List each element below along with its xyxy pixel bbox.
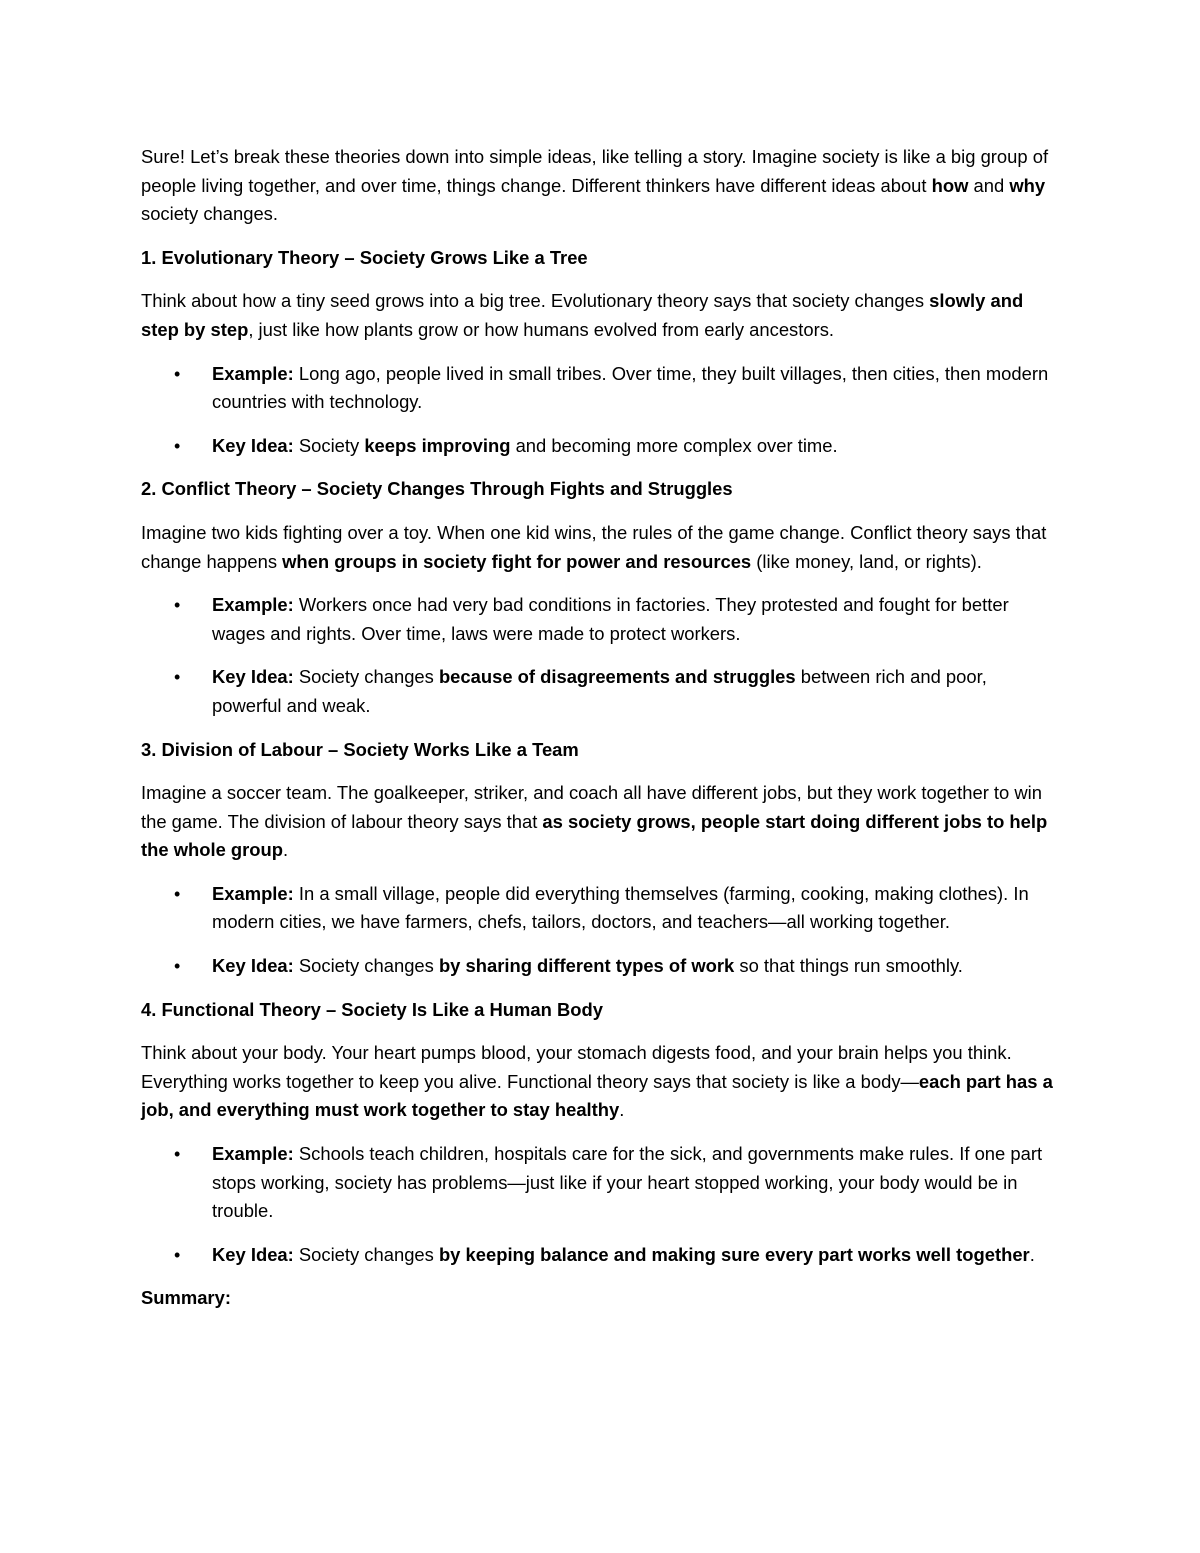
key-idea-bullet bbox=[141, 432, 1061, 461]
paragraph-emphasis: as society grows, people start doing different jobs to help the whole group bbox=[141, 810, 1048, 861]
paragraph-text: (like money, land, or rights). bbox=[751, 550, 982, 572]
intro-text: and bbox=[968, 174, 1010, 196]
example-bullet bbox=[141, 1140, 1061, 1226]
example-text: Long ago, people lived in small tribes. Over time, they built villages, then cities, then modern countries with technology. bbox=[212, 362, 1049, 413]
key-idea-text: . bbox=[1029, 1243, 1035, 1265]
example-bullet bbox=[141, 591, 1061, 648]
paragraph-emphasis: slowly and step by step bbox=[141, 290, 1024, 340]
key-idea-bullet bbox=[141, 663, 1061, 720]
example-label: Example: bbox=[212, 594, 294, 616]
key-idea-text: Society changes bbox=[293, 1243, 439, 1265]
intro-text: Sure! Let’s break these theories down into simple ideas, like telling a story. Imagine society is like a big group of people living together, and over time, things change. Different thinkers have different ideas about bbox=[141, 146, 1049, 196]
intro-bold-why: why bbox=[1009, 174, 1046, 196]
key-idea-text: Society changes bbox=[293, 666, 439, 688]
key-idea-label: Key Idea: bbox=[212, 434, 294, 456]
key-idea-text: Society changes bbox=[293, 955, 439, 977]
bullet-list bbox=[141, 360, 1061, 461]
key-idea-emphasis: keeps improving bbox=[364, 434, 511, 456]
paragraph-emphasis: each part has a job, and everything must work together to stay healthy bbox=[141, 1070, 1053, 1121]
key-idea-label: Key Idea: bbox=[212, 666, 294, 688]
section-heading: 3. Division of Labour – Society Works Like a Team bbox=[141, 738, 579, 760]
example-label: Example: bbox=[212, 362, 294, 384]
section-heading: 1. Evolutionary Theory – Society Grows Like a Tree bbox=[141, 246, 588, 268]
intro-text: society changes. bbox=[141, 203, 278, 225]
intro-bold-how: how bbox=[931, 174, 969, 196]
key-idea-text: Society bbox=[293, 434, 365, 456]
bullet-icon: • bbox=[174, 667, 181, 688]
paragraph-text: Think about your body. Your heart pumps blood, your stomach digests food, and your brain helps you think. Everything works together to keep you alive. Functional theory says that society is like a body— bbox=[141, 1042, 1012, 1092]
example-text: In a small village, people did everything themselves (farming, cooking, making clothes). In modern cities, we have farmers, chefs, tailors, doctors, and teachers—all working together. bbox=[212, 882, 1029, 933]
section-heading: 4. Functional Theory – Society Is Like a Human Body bbox=[141, 998, 603, 1020]
example-text: Workers once had very bad conditions in factories. They protested and fought for better wages and rights. Over time, laws were made to protect workers. bbox=[212, 594, 1009, 644]
bullet-icon: • bbox=[174, 435, 181, 456]
bullet-list bbox=[141, 1140, 1061, 1269]
key-idea-emphasis: by keeping balance and making sure every part works well together bbox=[438, 1243, 1030, 1265]
key-idea-label: Key Idea: bbox=[212, 955, 294, 977]
key-idea-text: between rich and poor, powerful and weak. bbox=[212, 666, 987, 716]
bullet-list bbox=[141, 880, 1061, 981]
intro-paragraph bbox=[141, 143, 1061, 229]
key-idea-label: Key Idea: bbox=[212, 1243, 294, 1265]
section-paragraph bbox=[141, 779, 1061, 865]
paragraph-emphasis: when groups in society fight for power and resources bbox=[282, 550, 752, 572]
summary-heading: Summary: bbox=[141, 1287, 231, 1309]
example-bullet bbox=[141, 360, 1061, 417]
paragraph-text: . bbox=[619, 1099, 625, 1121]
key-idea-text: so that things run smoothly. bbox=[734, 955, 963, 977]
example-text: Schools teach children, hospitals care for the sick, and governments make rules. If one part stops working, society has problems—just like if your heart stopped working, your body would be in trouble. bbox=[212, 1143, 1043, 1222]
section-paragraph bbox=[141, 1039, 1061, 1125]
example-label: Example: bbox=[212, 882, 294, 904]
bullet-icon: • bbox=[174, 883, 181, 904]
bullet-icon: • bbox=[174, 956, 181, 977]
section-paragraph bbox=[141, 287, 1061, 344]
bullet-list bbox=[141, 591, 1061, 720]
bullet-icon: • bbox=[174, 363, 181, 384]
key-idea-emphasis: because of disagreements and struggles bbox=[438, 666, 796, 688]
key-idea-emphasis: by sharing different types of work bbox=[438, 955, 735, 977]
paragraph-text: Imagine two kids fighting over a toy. When one kid wins, the rules of the game change. Conflict theory says that change happens bbox=[141, 521, 1047, 572]
paragraph-text: , just like how plants grow or how humans evolved from early ancestors. bbox=[248, 318, 835, 340]
paragraph-text: . bbox=[283, 839, 289, 861]
key-idea-bullet bbox=[141, 952, 1061, 981]
bullet-icon: • bbox=[174, 1144, 181, 1165]
section-paragraph bbox=[141, 519, 1061, 576]
section-heading: 2. Conflict Theory – Society Changes Through Fights and Struggles bbox=[141, 478, 733, 500]
example-bullet bbox=[141, 880, 1061, 937]
key-idea-bullet bbox=[141, 1241, 1061, 1270]
paragraph-text: Think about how a tiny seed grows into a big tree. Evolutionary theory says that society changes bbox=[141, 290, 930, 312]
key-idea-text: and becoming more complex over time. bbox=[510, 434, 838, 456]
bullet-icon: • bbox=[174, 595, 181, 616]
paragraph-text: Imagine a soccer team. The goalkeeper, striker, and coach all have different jobs, but they work together to win the game. The division of labour theory says that bbox=[141, 782, 1042, 832]
example-label: Example: bbox=[212, 1143, 294, 1165]
document-body bbox=[141, 143, 1061, 1313]
bullet-icon: • bbox=[174, 1244, 181, 1265]
